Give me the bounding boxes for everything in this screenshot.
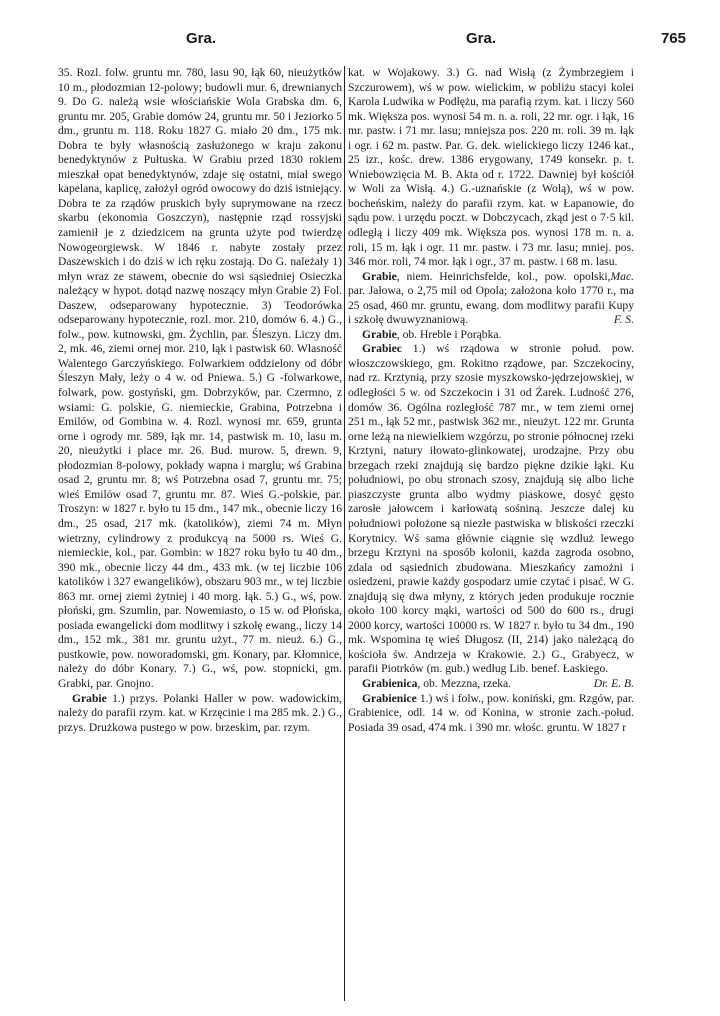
left-column: [58, 66, 342, 735]
author-signature: Dr. E. B.: [593, 676, 634, 690]
page-number: 765: [660, 30, 686, 47]
right-running-head-word: Gra.: [466, 30, 497, 47]
author-signature: F. S.: [613, 313, 634, 327]
entry-body: , niem. Heinrichsfelde, kol., pow. opolski, par. Jałowa, o 2,75 mil od Opola; założona koło 1770 r., ma 25 osad, 460 mr. gruntu, ewang. dom modlitwy parafii Kupy i szkołę dwuwyznaniową.: [348, 269, 634, 327]
entry-headword: Grabienice: [362, 691, 417, 705]
entry-body: , ob. Mezzna, rzeka.: [417, 676, 512, 690]
entry-headword: Grabiec: [362, 342, 402, 356]
author-signature: Mac.: [610, 269, 634, 283]
dictionary-entry: [348, 328, 634, 343]
entry-body: 1.) wś rządowa w stronie połud. pow. włoszczowskiego, gm. Rokitno rządowe, par. Szczekociny, nad rz. Krztynią, przy szosie myszkowsko-jędrzejowskiej, w odległości 5 w. od Szczekocin i 31 od Żarek. Ludność 276, domów 36. Ogólna rozległość 787 mr., w tem ziemi ornej 251 m., łąk 52 mr., pastwisk 362 mr., nieużyt. 122 mr. Grunta orne leżą na niewielkiem wzgórzu, po stronie północnej rzeki Krztyni, natury iłowato-glinkowatej, urodzajne. Przy obu brzegach rzeki znajdują się bardzo piękne dzikie łąki. Ku południowi, po obu stronach szosy, znajdują się albo liche piaszczyste grunta albo wydmy piaskowe, dosyć gęsto zarosłe jałowcem i karłowatą sośniną. Jeszcze dalej ku południowi położone są niezłe pastwiska w bliskości rzeczki Korytnicy. Wś sama głównie ciągnie się wzdłuż lewego brzegu Krztyni na sposób kolonii, każda zagroda osobno, zdala od sąsiednich zbudowana. Mieszkańcy zamożni i osiedzeni, prawie każdy gospodarz umie czytać i pisać. W G. znajdują się dwa młyny, z których jeden produkuje rocznie około 100 korcy mąki, wartości od 500 do 600 rs., drugi 2000 korcy, wartości 10000 rs. W 1827 r. było tu 34 dm., 190 mk. Wspomina tę wieś Długosz (II, 214) jako należącą do kościoła św. Andrzeja w Krakowie. 2.) G., Grabyecz, w parafii Piotrków (m. gub.) według Lib. benef. Łaskiego.: [348, 342, 634, 676]
continued-entry-body: kat. w Wojakowy. 3.) G. nad Wisłą (z Żymbrzegiem i Szczurowem), wś w pow. wielickim, w pobliżu stacyi kolei Karola Ludwika w Podłężu, ma parafią rzym. kat. i liczy 560 mk. Większa pos. wynosi 54 m. n. a. roli, 22 mr. ogr. i łąk, 16 mr. pastw. i 71 mr. lasu; mniejsza pos. 220 m. roli. 39 m. łąk i ogr. i 62 m. pastw. Par. G. dek. wielickiego liczy 1246 kat., 25 izr., kośc. drew. 1386 erygowany, 1749 konsekr. p. t. Wniebowzięcia M. B. Akta od r. 1722. Dawniej był kościół w Woli za Wisłą. 4.) G.-uznańskie (z Wolą), wś w pow. bocheńskim, należy do parafii rzym. kat. w Łapanowie, do sądu pow. i urzędu poczt. w Dobczycach, zkąd jest o 7·5 kil. odległą i liczy 409 mk. Większa pos. wynosi 178 m. n. a. roli, 15 m. łąk i ogr. 11 mr. pastw. i 73 mr. lasu; mniej. pos. 346 mor. roli, 74 mor. łąk i ogr., 37 m. pastw. i 68 m. lasu.: [348, 66, 634, 269]
entry-headword: Grabie: [362, 269, 397, 283]
right-column: [348, 66, 634, 735]
dictionary-entry: [58, 692, 342, 736]
entry-body: , ob. Hreble i Porąbka.: [396, 327, 502, 341]
dictionary-entry: [348, 270, 634, 328]
running-head: [58, 30, 692, 52]
continued-entry-text: 35. Rozl. folw. gruntu mr. 780, lasu 90, łąk 60, nieużytków 10 m., płodozmian 12-polowy; budowli mur. 6, drewnianych 9. Do G. należą wsie włościańskie Wola Grabska dm. 6, gruntu mr. 205, Grabie domów 24, gruntu mr. 50 i Jeziorko 5 dm., gruntu m. 118. Roku 1827 G. miało 20 dm., 175 mk. Dobra te były własnością zasłużonego w kraju zakonu benedyktynów z Pułtuska. W Grabiu przed 1830 rokiem mieszkał opat benedyktynów, zdaje się ostatni, miał swego kapelana, kaplicę, założył ogród owocowy do dziś istniejący. Dobra te za rządów pruskich były suprymowane na rzecz skarbu (ekonomia Goszczyn), następnie rząd rossyjski zamienił je z dziedzicem na grunta użyte pod twierdzę Nowogeorgiewsk. W 1846 r. nabyte zostały przez Daszewskich i do dziś w ich ręku zostają. Do G. należały 1) młyn wraz ze stawem, obecnie do wsi sąsiedniej Osieczka należący w hypot. dotąd nazwę noszący młyn Grabie 2) Fol. Daszew, odseparowany hypotecznie. 3) Teodorówka odseparowany hypotecznie, rozl. mor. 210, domów 6. 4.) G., folw., pow. kutnowski, gm. Żychlin, par. Śleszyn. Liczy dm. 2, mk. 46, ziemi ornej mor. 210, łąk i pastwisk 60. Własność Walentego Garczyńskiego. Folwarkiem oddzielony od dóbr Śleszyn Mały, leży o 4 w. od Pniewa. 5.) G -folwarkowe, folwark, pow. gostyński, gm. Dobrzyków, par. Czermno, z wsiami: G. polskie, G. niemieckie, Grabina, Potrzebna i Emilów, od Gombina w. 4. Rozl. wynosi mr. 659, grunta orne i ogrody mr. 589, łąk mr. 14, pastwisk m. 10, lasu m. 20, nieużytki i place mr. 26. Bud. murow. 5, drewn. 9, płodozmian 8-polowy, pokłady wapna i marglu; wś Grabina osad 2, gruntu mr. 8; wś Potrzebna osad 7, gruntu mr. 75; wieś Emilów osad 7, gruntu mr. 87. Wieś G.-polskie, par. Troszyn: w 1827 r. było tu 15 dm., 147 mk., obecnie liczy 16 dm., 25 osad, 217 mk. (katolików), ziemi 74 m. Młyn wietrzny, cylindrowy z produkcyą na 5000 rs. Wieś G. niemieckie, kol., par. Gombin: w 1827 roku było tu 40 dm., 390 mk., obecnie liczy 44 dm., 433 mk. (w tej liczbie 106 katolików i 327 ewangelików), obszaru 903 mr., w tej liczbie 863 mr. ornej ziemi żytniej i 40 morg. łąk. 5.) G., wś, pow. płoński, gm. Szumlin, par. Nowemiasto, o 15 w. od Płońska, posiada ewangelicki dom modlitwy i szkołę ewang., liczy 14 dm., 152 mk., 381 mr. gruntu użyt., 77 m. nieuż. 6.) G., pustkowie, pow. noworadomski, gm. Konary, par. Kłomnice, należy do dóbr Konary. 7.) G., wś, pow. stopnicki, gm. Grabki, par. Gnojno.: [58, 66, 342, 690]
entry-body: 1.) przys. Polanki Haller w pow. wadowickim, należy do parafii rzym. kat. w Krzęcinie i ma 285 mk. 2.) G., przys. Drużkowa pustego w pow. brzeskim, par. rzym.: [58, 691, 342, 734]
entry-headword: Grabienica: [362, 676, 418, 690]
entry-body: 1.) wś i folw., pow. koniński, gm. Rzgów, par. Grabienice, odl. 14 w. od Konina, w stronie zach.-połud. Posiada 39 osad, 474 mk. i 390 mr. włośc. gruntu. W 1827 r: [348, 691, 634, 734]
entry-headword: Grabie: [362, 327, 397, 341]
column-divider: [344, 66, 345, 1001]
left-running-head-word: Gra.: [186, 30, 217, 47]
dictionary-entry: [348, 692, 634, 736]
entry-headword: Grabie: [72, 691, 107, 705]
